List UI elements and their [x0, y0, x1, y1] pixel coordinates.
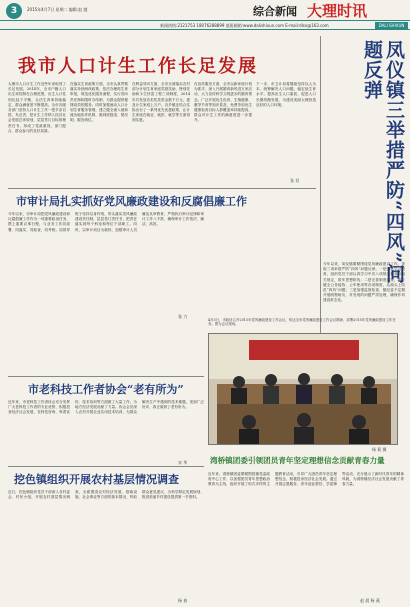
lead-column-2: 在落实生育政策方面，全市认真贯彻落实单独两孩政策，依法办理再生育审批，规范优化服务流程，实行首问责任制和限时办结制，为群众提供便捷高效的服务。同时加强流动人口计划生育服务管理，建立健全流入地和流出地协作机制，做到底数清、情况明、服务到位。 — [70, 82, 128, 123]
youth-story-headline: 湾桥镇团委引领团员青年坚定理想信念贡献青春力量 — [210, 456, 385, 465]
page-number-badge: 3 — [6, 3, 22, 19]
survey-story-byline: 杨 春 — [178, 598, 188, 603]
audit-story-byline: 张 力 — [178, 314, 188, 319]
side-story-headline: 凤仪镇三举措严防“四风”问题反弹 — [361, 40, 405, 284]
youth-story-byline: 赵 晨 杨 燕 — [360, 598, 380, 603]
lead-column-1: 大理市人口计生工作近些年来取得了长足发展。2014年，全市户籍人口出生率控制在合理范围，出生人口性别比趋于平衡，合法生育率持续稳定，群众满意度不断提高。全市各级各部门坚持人口计生工作一把手亲自抓、负总责，把计生工作纳入经济社会发展总体规划，层层签订目标管理责任书，形成了党政重视、部门配合、群众参与的良好局面。 — [8, 82, 66, 133]
assoc-story-body: 近年来，市老科技工作者协会充分发挥广大老科技工作者的专业优势，积极投身经济社会发展，在科技咨询、科普宣传、技术培训等方面做了大量工作，为地方经济发展贡献了力量。协会会员深入农村开展农业实用技术培训，为群众解决生产中遇到的技术难题，受到广泛好评，真正做到了老有所为。 — [8, 400, 204, 415]
contact-bar — [0, 20, 410, 30]
date-line: 2015年4月7日 星期二 编辑:赵 越 — [27, 7, 88, 12]
lead-column-4: 在宣传服务方面，全市以新家庭计划为抓手，深入开展婚育新风进万家活动，大力宣传科学文明进步的婚育观念。广泛开展优生优育、生殖健康、避孕节育等知识普及，免费孕前优生健康检查目标人群覆盖率持续提高，群众对计生工作的满意度进一步提升。 — [194, 82, 252, 123]
photo-credit: 杨 莉 摄 — [372, 447, 387, 452]
section-name: 综合新闻 — [253, 5, 297, 18]
section-rule — [8, 188, 316, 189]
contact-info: 新闻热线:2121753 18076288899 值班邮箱:www.dalishixun.com E-mail:dlsx@163.com — [160, 23, 329, 28]
masthead — [0, 0, 410, 22]
side-story-body: 今年以来，凤仪镇紧紧围绕党风廉政建设工作，采取三项举措严防“四风”问题反弹。一是强化学习教育，组织党员干部认真学习中央八项规定和省市相关规定，筑牢思想防线；二是完善制度建设，建立健全公务接待、公车使用等各项制度，从源头上防范“四风”问题；三是加强监督检查，镇纪委不定期开展明察暗访，对发现的问题严肃处理，确保作风建设常态化。 — [323, 262, 405, 303]
lead-column-3: 在利益导向方面，全市全面落实农村部分计划生育家庭奖励扶助、特别扶助和少生快富工程三项制度，2014年共发放各类奖扶资金数千万元，惠及计生家庭上万户。各乡镇还结合实际出台了一系列优先优惠政策，让计生家庭在就业、就医、就学等方面得到实惠。 — [132, 82, 190, 123]
youth-story-body: 近年来，湾桥镇团委紧紧围绕镇党委政府中心工作，以加强团员青年思想政治教育为主线，组织开展了形式多样的主题教育活动，引导广大团员青年坚定理想信念，积极投身经济社会发展。通过开展志愿服务、青年创业帮扶、学雷锋等活动，充分展示了新时代青年的精神风貌，为湾桥镇经济社会发展贡献了青春力量。 — [208, 472, 404, 487]
lead-byline: 张 君 — [290, 178, 300, 183]
contact-tag: DALI SHIXUN — [375, 22, 408, 29]
paper-logo: 大理时讯 — [307, 2, 368, 20]
photo-caption: 4月3日，市政协召开2015年党风廉政建设工作会议，传达全市党风廉政建设工作会议精神，部署2015年党风廉政建设工作任务。图为会议现场。 — [208, 318, 396, 327]
lead-headline: 我市人口计生工作长足发展 — [18, 56, 258, 77]
assoc-story-headline: 市老科技工作者协会“老有所为” — [28, 383, 184, 396]
assoc-story-byline: 宋 华 — [178, 460, 188, 465]
meeting-photo — [208, 333, 398, 445]
survey-story-headline: 挖色镇组织开展农村基层情况调查 — [14, 473, 179, 486]
lead-column-5: 下一步，市卫计局将继续坚持以人为本，统筹解决人口问题，稳定低生育水平，提高出生人口素质，促进人口长期均衡发展，为建设美丽大理营造良好的人口环境。 — [256, 82, 316, 107]
survey-story-body: 近日，挖色镇组织党员干部深入各村委会、村民小组，开展农村基层情况调查，全面摸清农村经济发展、基础设施、社会事业等方面的基本情况，听取群众意见建议，为科学制定发展规划、推进美丽乡村建设提供第一手资料。 — [8, 490, 204, 500]
section-rule — [8, 466, 204, 467]
audit-story-headline: 市审计局扎实抓好党风廉政建设和反腐倡廉工作 — [16, 195, 247, 208]
audit-story-body: 今年以来，市审计局把党风廉政建设和反腐倡廉工作作为一项重要政治任务，摆上重要议事日程，与业务工作同部署、同落实、同检查、同考核。局领导班子坚持以身作则，带头落实党风廉政建设责任制，层层签订责任书，把责任落实到每个科室和每位干部职工。同时，以审计项目为载体，加强审计人员廉洁从审教育，严格执行审计纪律和审计工作八不准，确保审计工作依法、廉洁、高效。 — [8, 212, 204, 232]
section-rule — [8, 376, 204, 377]
